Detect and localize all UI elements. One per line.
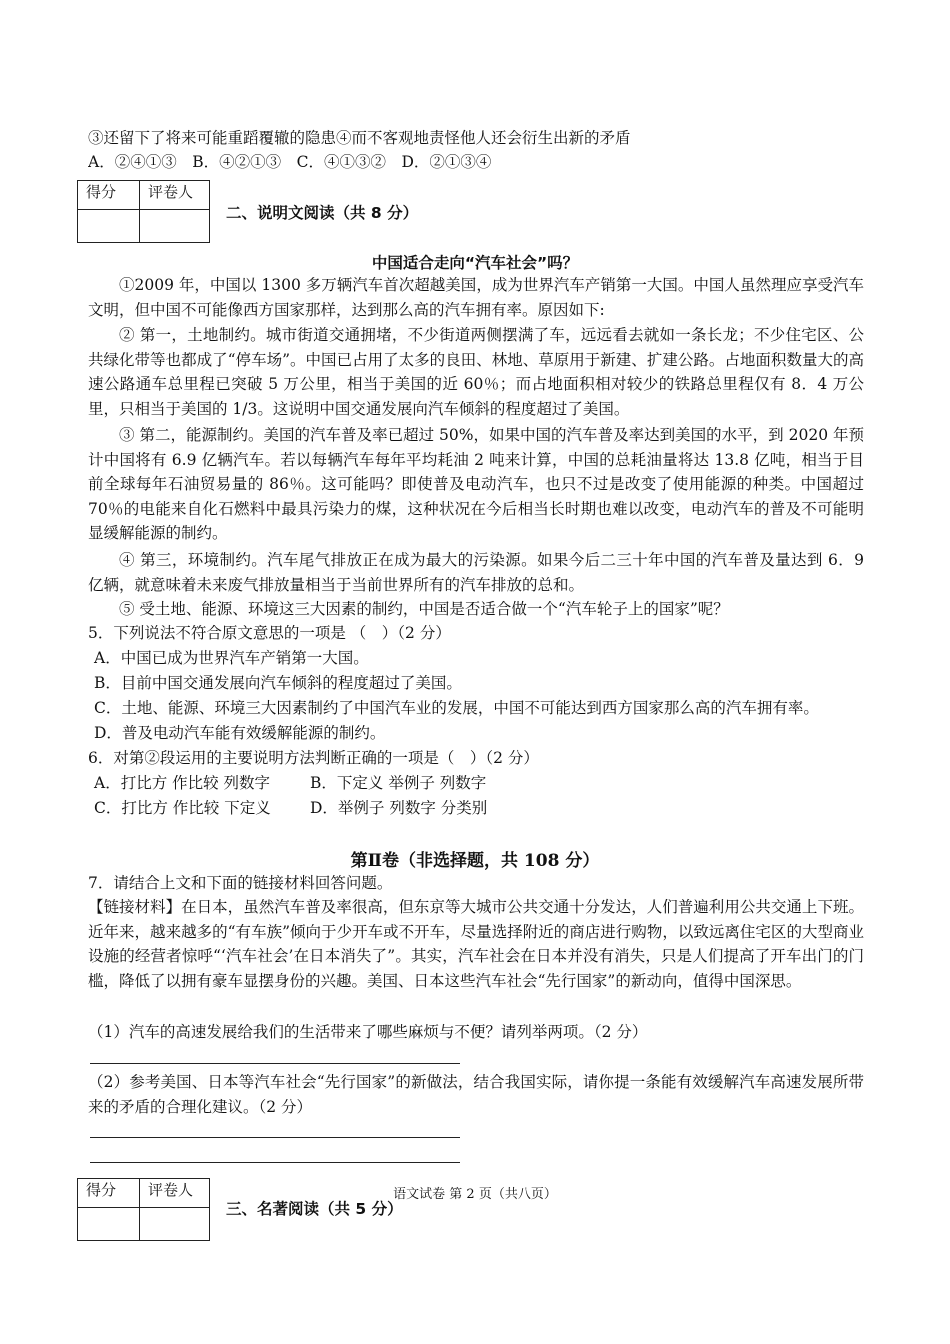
previous-question-options: A．②④①③ B．④②①③ C．④①③② D．②①③④ [88, 153, 492, 171]
question-6-option-c: C．打比方 作比较 下定义 [94, 799, 271, 817]
question-7-sub-2: （2）参考美国、日本等汽车社会“先行国家”的新做法，结合我国实际，请你提一条能有效缓解汽车高速发展所带来的矛盾的合理化建议。（2 分） [88, 1073, 864, 1116]
grader-cell [140, 210, 210, 243]
score-label: 得分 [78, 1179, 140, 1208]
score-cell [78, 210, 140, 243]
question-6-option-b: B．下定义 举例子 列数字 [310, 774, 487, 792]
section-heading-3: 三、名著阅读（共 5 分） [226, 1200, 403, 1218]
linked-material: 【链接材料】在日本，虽然汽车普及率很高，但东京等大城市公共交通十分发达，人们普遍利用公共交通上下班。近年来，越来越多的“有车族”倾向于少开车或不开车，尽量选择附近的商店进行购物，以致远离住宅区的大型商业设施的经营者惊呼“‘汽车社会’在日本消失了”。其实，汽车社会在日本并没有消失，只是人们提高了开车出门的门槛，降低了以拥有豪车显摆身份的兴趣。美国、日本这些汽车社会“先行国家”的新动向，值得中国深思。 [88, 898, 864, 990]
question-5-stem: 5．下列说法不符合原文意思的一项是 （ ）（2 分） [88, 624, 451, 642]
question-6-option-d: D．举例子 列数字 分类别 [310, 799, 488, 817]
page-footer: 语文试卷 第 2 页（共八页） [393, 1187, 557, 1202]
paragraph-3: ③ 第二，能源制约。美国的汽车普及率已超过 50%，如果中国的汽车普及率达到美国的水平，到 2020 年预计中国将有 6.9 亿辆汽车。若以每辆汽车每年平均耗油 2 吨来计算，中国的总耗油量将达 13.8 亿吨，相当于目前全球每年石油贸易量的 86％。这可能吗？即使普及电动汽车，也只不过是改变了使用能源的种类。中国超过 70％的电能来自化石燃料中最具污染力的煤，这种状况在今后相当长时期也难以改变，电动汽车的普及不可能明显缓解能源的制约。 [88, 426, 864, 543]
article-title: 中国适合走向“汽车社会”吗？ [371, 254, 579, 272]
score-label: 得分 [78, 181, 140, 210]
question-6-option-a: A．打比方 作比较 列数字 [94, 774, 271, 792]
question-7-sub-1: （1）汽车的高速发展给我们的生活带来了哪些麻烦与不便？请列举两项。（2 分） [88, 1023, 648, 1041]
paragraph-5: ⑤ 受土地、能源、环境这三大因素的制约，中国是否适合做一个“汽车轮子上的国家”呢？ [119, 600, 729, 618]
score-box [77, 180, 210, 243]
paragraph-1: ①2009 年，中国以 1300 多万辆汽车首次超越美国，成为世界汽车产销第一大国。中国人虽然理应享受汽车文明，但中国不可能像西方国家那样，达到那么高的汽车拥有率。原因如下: [88, 276, 864, 319]
question-7-stem: 7．请结合上文和下面的链接材料回答问题。 [88, 874, 393, 892]
grader-cell [140, 1208, 210, 1241]
answer-line-2[interactable] [90, 1137, 460, 1138]
part-two-title: 第Ⅱ卷（非选择题，共 108 分） [350, 851, 600, 871]
question-5-option-a: A．中国已成为世界汽车产销第一大国。 [94, 649, 369, 667]
question-5-option-b: B．目前中国交通发展向汽车倾斜的程度超过了美国。 [94, 674, 462, 692]
grader-label: 评卷人 [140, 1179, 210, 1208]
question-5-option-c: C．土地、能源、环境三大因素制约了中国汽车业的发展，中国不可能达到西方国家那么高的汽车拥有率。 [94, 699, 819, 717]
previous-question-line: ③还留下了将来可能重蹈覆辙的隐患④而不客观地责怪他人还会衍生出新的矛盾 [88, 129, 631, 147]
answer-line-1[interactable] [90, 1063, 460, 1064]
grader-label: 评卷人 [140, 181, 210, 210]
score-cell [78, 1208, 140, 1241]
paragraph-2: ② 第一，土地制约。城市街道交通拥堵，不少街道两侧摆满了车，远远看去就如一条长龙；不少住宅区、公共绿化带等也都成了“停车场”。中国已占用了太多的良田、林地、草原用于新建、扩建公路。占地面积数量大的高速公路通车总里程已突破 5 万公里，相当于美国的近 60％；而占地面积相对较少的铁路总里程仅有 8．4 万公里，只相当于美国的 1/3。这说明中国交通发展向汽车倾斜的程度超过了美国。 [88, 326, 864, 418]
section-heading: 二、说明文阅读（共 8 分） [226, 204, 419, 222]
question-5-option-d: D．普及电动汽车能有效缓解能源的制约。 [94, 724, 386, 742]
paragraph-4: ④ 第三，环境制约。汽车尾气排放正在成为最大的污染源。如果今后二三十年中国的汽车普及量达到 6．9 亿辆，就意味着未来废气排放量相当于当前世界所有的汽车排放的总和。 [88, 551, 864, 594]
answer-line-3[interactable] [90, 1162, 460, 1163]
question-6-stem: 6．对第②段运用的主要说明方法判断正确的一项是（ ）（2 分） [88, 749, 539, 767]
